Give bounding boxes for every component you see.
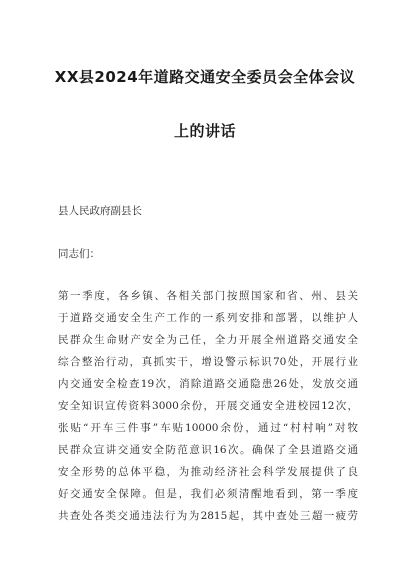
document-title-line-2: 上的讲话 <box>173 122 236 140</box>
body-line: 于道路交通安全生产工作的一系列安排和部署，以维护人 <box>58 312 358 324</box>
body-line: 民群众宣讲交通安全防范意识16次。确保了全县道路交通 <box>58 444 358 456</box>
body-line: 民群众生命财产安全为己任，全力开展全州道路交通安全 <box>58 334 358 346</box>
document-title-line-1: XX县2024年道路交通安全委员会全体会议 <box>54 68 356 86</box>
author-line: 县人民政府副县长 <box>58 205 142 217</box>
body-line: 安全形势的总体平稳，为推动经济社会科学发展提供了良 <box>58 466 358 478</box>
body-line: 共查处各类交通违法行为为2815起，其中查处三超一疲劳 <box>58 510 358 522</box>
body-line: 内交通安全检查19次，消除道路交通隐患26处，发放交通 <box>58 378 358 390</box>
body-line: 张贴“开车三件事”车贴10000余份，通过“村村响”对牧 <box>58 422 358 434</box>
body-line: 好交通安全保障。但是，我们必须清醒地看到，第一季度 <box>58 488 358 500</box>
body-line: 综合整治行动，真抓实干，增设警示标识70处，开展行业 <box>58 356 358 368</box>
salutation: 同志们： <box>58 248 100 260</box>
body-line: 安全知识宣传资料3000余份，开展交通安全进校园12次， <box>58 400 358 412</box>
body-line: 第一季度，各乡镇、各相关部门按照国家和省、州、县关 <box>58 290 358 302</box>
